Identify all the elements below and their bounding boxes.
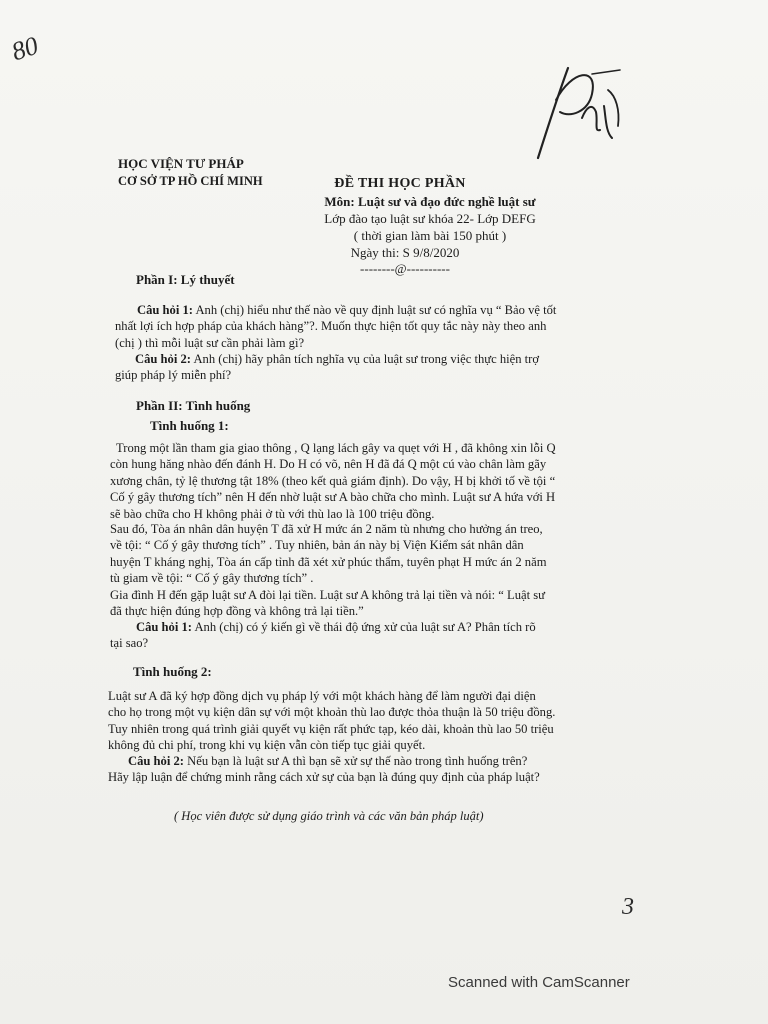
case1-question-label: Câu hỏi 1: bbox=[136, 620, 192, 634]
case1-paragraph2 bbox=[110, 521, 547, 587]
case1-paragraph3 bbox=[110, 587, 545, 620]
exam-duration: ( thời gian làm bài 150 phút ) bbox=[353, 228, 507, 243]
case2-heading: Tình huống 2: bbox=[133, 664, 212, 679]
case1-p2-line2: về tội: “ Cố ý gây thương tích” . Tuy nhiên, bản án này bị Viện Kiểm sát nhân dân bbox=[110, 538, 524, 553]
case2-q-line1: Nếu bạn là luật sư A thì bạn sẽ xử sự thế nào trong tình huống trên? bbox=[187, 754, 528, 768]
case1-p2-line1: Sau đó, Tòa án nhân dân huyện T đã xử H mức án 2 năm tù nhưng cho hưởng án treo, bbox=[110, 522, 543, 536]
exam-class: Lớp đào tạo luật sư khóa 22- Lớp DEFG bbox=[324, 211, 536, 226]
q1-line3: (chị ) thì mỗi luật sư cần phải làm gì? bbox=[115, 335, 305, 350]
q2-line1: Anh (chị) hãy phân tích nghĩa vụ của luật sư trong việc thực hiện trợ bbox=[193, 352, 540, 366]
case2-p-line2: cho họ trong một vụ kiện dân sự với một khoản thù lao được thỏa thuận là 50 triệu đồng. bbox=[108, 705, 556, 720]
handwritten-corner-mark: 80 bbox=[8, 30, 42, 67]
case1-paragraph1 bbox=[110, 440, 556, 522]
case1-p3-line1: Gia đình H đến gặp luật sư A đòi lại tiền. Luật sư A không trả lại tiền và nói: “ Luật sư bbox=[110, 588, 545, 602]
institution-branch: CƠ SỞ TP HỒ CHÍ MINH bbox=[118, 174, 263, 188]
case2-question-label: Câu hỏi 2: bbox=[128, 754, 184, 768]
question2-label: Câu hỏi 2: bbox=[135, 352, 191, 366]
case2-question bbox=[108, 753, 540, 786]
case1-p1-line2: còn hung hăng nhào đến đánh H. Do H có võ, nên H đã đá Q một cú vào chân làm gãy bbox=[110, 457, 547, 472]
case1-p1-line5: sẽ bào chữa cho H không phải ở tù với thù lao là 100 triệu đồng. bbox=[110, 506, 435, 521]
case2-paragraph bbox=[108, 688, 555, 754]
case1-p3-line2: đã thực hiện đúng hợp đồng và không trả lại tiền.” bbox=[110, 604, 364, 619]
case1-question bbox=[110, 619, 536, 652]
case2-q-line2: Hãy lập luận để chứng minh rằng cách xử sự của bạn là đúng quy định của pháp luật? bbox=[108, 770, 540, 785]
case1-p2-line3: huyện T kháng nghị, Tòa án cấp tỉnh đã xét xử phúc thẩm, tuyên phạt H mức án 2 năm bbox=[110, 554, 547, 569]
case1-q-line2: tại sao? bbox=[110, 636, 149, 651]
part2-heading: Phần II: Tình huống bbox=[136, 398, 251, 413]
institution-name: HỌC VIỆN TƯ PHÁP bbox=[118, 156, 244, 171]
case1-p1-line4: Cố ý gây thương tích” nên H đến nhờ luật sư A bào chữa cho mình. Luật sư A hứa với H bbox=[110, 490, 556, 505]
part1-question1 bbox=[115, 302, 556, 351]
q1-line1: Anh (chị) hiểu như thế nào về quy định luật sư có nghĩa vụ “ Bảo vệ tốt bbox=[195, 303, 557, 317]
case2-p-line1: Luật sư A đã ký hợp đồng dịch vụ pháp lý với một khách hàng để làm người đại diện bbox=[108, 689, 536, 703]
q2-line2: giúp pháp lý miễn phí? bbox=[115, 368, 232, 383]
part1-question2 bbox=[115, 351, 539, 384]
materials-note: ( Học viên được sử dụng giáo trình và các văn bản pháp luật) bbox=[174, 809, 484, 823]
header-separator: --------@---------- bbox=[360, 261, 450, 276]
question1-label: Câu hỏi 1: bbox=[137, 303, 193, 317]
exam-date: Ngày thi: S 9/8/2020 bbox=[350, 245, 460, 260]
q1-line2: nhất lợi ích hợp pháp của khách hàng”?. Muốn thực hiện tốt quy tắc này này theo anh bbox=[115, 319, 547, 334]
part1-heading: Phần I: Lý thuyết bbox=[136, 272, 235, 287]
case1-q-line1: Anh (chị) có ý kiến gì về thái độ ứng xử của luật sư A? Phân tích rõ bbox=[194, 620, 536, 634]
handwritten-page-mark: 3 bbox=[622, 894, 634, 920]
handwritten-signature bbox=[520, 60, 630, 170]
case1-p1-line3: xương chân, tỷ lệ thương tật 18% (theo kết quả giám định). Do vậy, H bị khởi tố về tội “ bbox=[110, 473, 556, 488]
scanner-watermark: Scanned with CamScanner bbox=[448, 974, 630, 991]
case1-p2-line4: tù giam về tội: “ Cố ý gây thương tích” . bbox=[110, 571, 314, 586]
exam-subject: Môn: Luật sư và đạo đức nghề luật sư bbox=[324, 194, 536, 209]
case2-p-line3: Tuy nhiên trong quá trình giải quyết vụ kiện rất phức tạp, kéo dài, khoản thù lao 50 triệu bbox=[108, 721, 554, 736]
exam-title: ĐỀ THI HỌC PHẦN bbox=[334, 176, 466, 191]
case2-p-line4: không đủ chi phí, trong khi vụ kiện vẫn còn tiếp tục giải quyết. bbox=[108, 738, 426, 753]
case1-p1-line1: Trong một lần tham gia giao thông , Q lạng lách gây va quẹt với H , đã không xin lỗi Q bbox=[116, 441, 556, 455]
case1-heading: Tình huống 1: bbox=[150, 418, 229, 433]
